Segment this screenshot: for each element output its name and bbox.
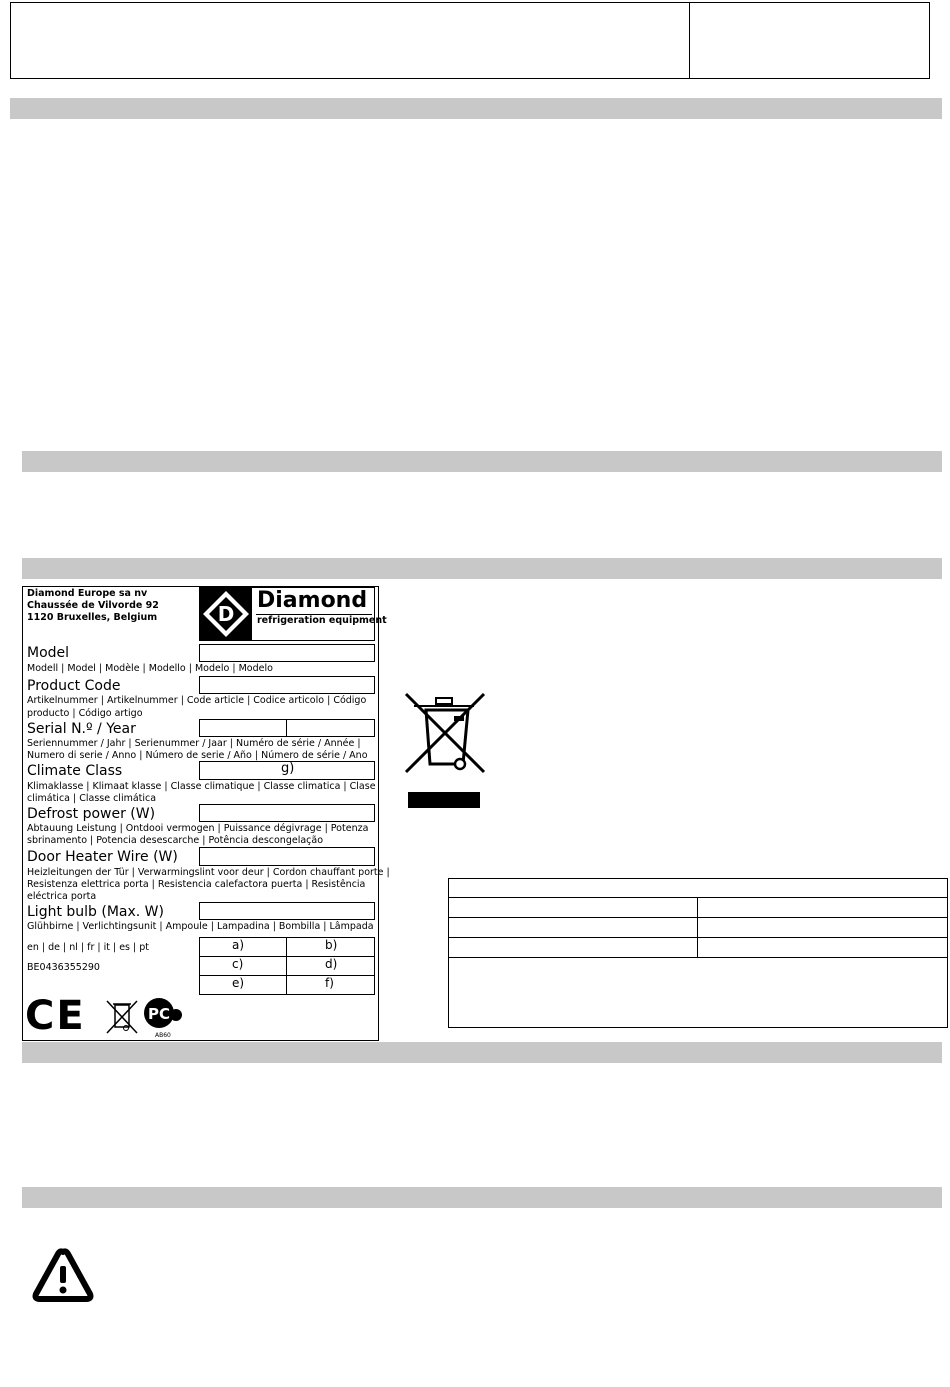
field-sub-serial-2: Numero di serie / Anno | Número de serie / Año | Número de série / Ano xyxy=(27,750,368,761)
header-divider xyxy=(689,2,690,79)
field-sub-door-heater-1: Heizleitungen der Tür | Verwarmingslint voor deur | Cordon chauffant porte | xyxy=(27,867,390,878)
spec-cell-e: e) xyxy=(232,976,245,990)
field-sub-climate-1: Klimaklasse | Klimaat klasse | Classe climatique | Classe climatica | Clase xyxy=(27,781,376,792)
diamond-shape-icon xyxy=(200,588,252,640)
field-box-serial-divider xyxy=(286,719,287,737)
spec-grid-hline-1 xyxy=(199,956,375,957)
field-box-serial xyxy=(199,719,375,737)
field-sub-defrost-1: Abtauung Leistung | Ontdooi vermogen | Puissance dégivrage | Potenza xyxy=(27,823,369,834)
field-box-light-bulb xyxy=(199,902,375,920)
spec-grid-vline xyxy=(286,937,287,995)
field-title-product-code: Product Code xyxy=(27,678,121,694)
field-sub-climate-2: climática | Classe climática xyxy=(27,793,157,804)
field-sub-defrost-2: sbrinamento | Potencia desescarche | Potência descongelação xyxy=(27,835,324,846)
field-title-serial: Serial N.º / Year xyxy=(27,721,136,737)
field-title-defrost: Defrost power (W) xyxy=(27,806,156,822)
section-bar-3 xyxy=(22,558,942,579)
pct-code: AB60 xyxy=(155,1032,171,1039)
field-box-defrost xyxy=(199,804,375,822)
field-box-model xyxy=(199,644,375,662)
brand-subtitle: refrigeration equipment xyxy=(257,615,387,626)
field-sub-door-heater-3: eléctrica porta xyxy=(27,891,97,902)
spec-cell-d: d) xyxy=(325,957,338,971)
info-table-row-line-4 xyxy=(448,957,948,958)
info-table-col-line xyxy=(697,897,698,957)
field-title-door-heater: Door Heater Wire (W) xyxy=(27,849,178,865)
spec-cell-f: f) xyxy=(325,976,334,990)
warning-triangle-icon xyxy=(30,1246,96,1304)
section-bar-1 xyxy=(10,98,942,119)
field-sub-door-heater-2: Resistenza elettrica porta | Resistencia calefactora puerta | Resistência xyxy=(27,879,366,890)
manufacturer-address-line-2: Chaussée de Vilvorde 92 xyxy=(27,600,159,611)
diamond-logo-mark xyxy=(200,588,252,640)
info-table-row-line-1 xyxy=(448,897,948,898)
field-sub-model: Modell | Model | Modèle | Modello | Modelo | Modelo xyxy=(27,663,273,674)
ce-mark: CE xyxy=(25,993,86,1039)
info-table xyxy=(448,878,948,1028)
info-table-row-line-2 xyxy=(448,917,948,918)
section-bar-2 xyxy=(22,451,942,472)
logo-letter: D xyxy=(217,602,235,626)
field-sub-light-bulb: Glühbirne | Verlichtingsunit | Ampoule | Lampadina | Bombilla | Lâmpada xyxy=(27,921,374,932)
spec-cell-a: a) xyxy=(232,938,245,952)
manufacturer-address-line-3: 1120 Bruxelles, Belgium xyxy=(27,612,158,623)
brand-underline xyxy=(256,614,372,615)
language-codes: en | de | nl | fr | it | es | pt xyxy=(27,942,150,953)
climate-value: g) xyxy=(281,761,295,776)
small-weee-icon xyxy=(103,997,141,1037)
field-title-model: Model xyxy=(27,645,70,661)
field-title-light-bulb: Light bulb (Max. W) xyxy=(27,904,164,920)
spec-grid xyxy=(199,937,375,995)
field-sub-product-code-1: Artikelnummer | Artikelnummer | Code article | Codice articolo | Código xyxy=(27,695,367,706)
crossed-out-wheelie-bin-icon xyxy=(402,690,488,810)
field-sub-product-code-2: producto | Código artigo xyxy=(27,708,143,719)
section-bar-4 xyxy=(22,1042,942,1063)
vat-number: BE0436355290 xyxy=(27,962,100,973)
spec-cell-b: b) xyxy=(325,938,338,952)
section-bar-5 xyxy=(22,1187,942,1208)
svg-text:PC: PC xyxy=(147,1005,171,1023)
brand-name: Diamond xyxy=(257,588,368,613)
manufacturer-address-line-1: Diamond Europe sa nv xyxy=(27,588,148,599)
info-table-row-line-3 xyxy=(448,937,948,938)
header-box xyxy=(10,2,930,79)
field-sub-serial-1: Seriennummer / Jahr | Serienummer / Jaar | Numéro de série / Année | xyxy=(27,738,361,749)
field-box-door-heater xyxy=(199,847,375,866)
spec-cell-c: c) xyxy=(232,957,244,971)
field-title-climate: Climate Class xyxy=(27,763,123,779)
spec-grid-hline-2 xyxy=(199,975,375,976)
field-box-product-code xyxy=(199,676,375,694)
